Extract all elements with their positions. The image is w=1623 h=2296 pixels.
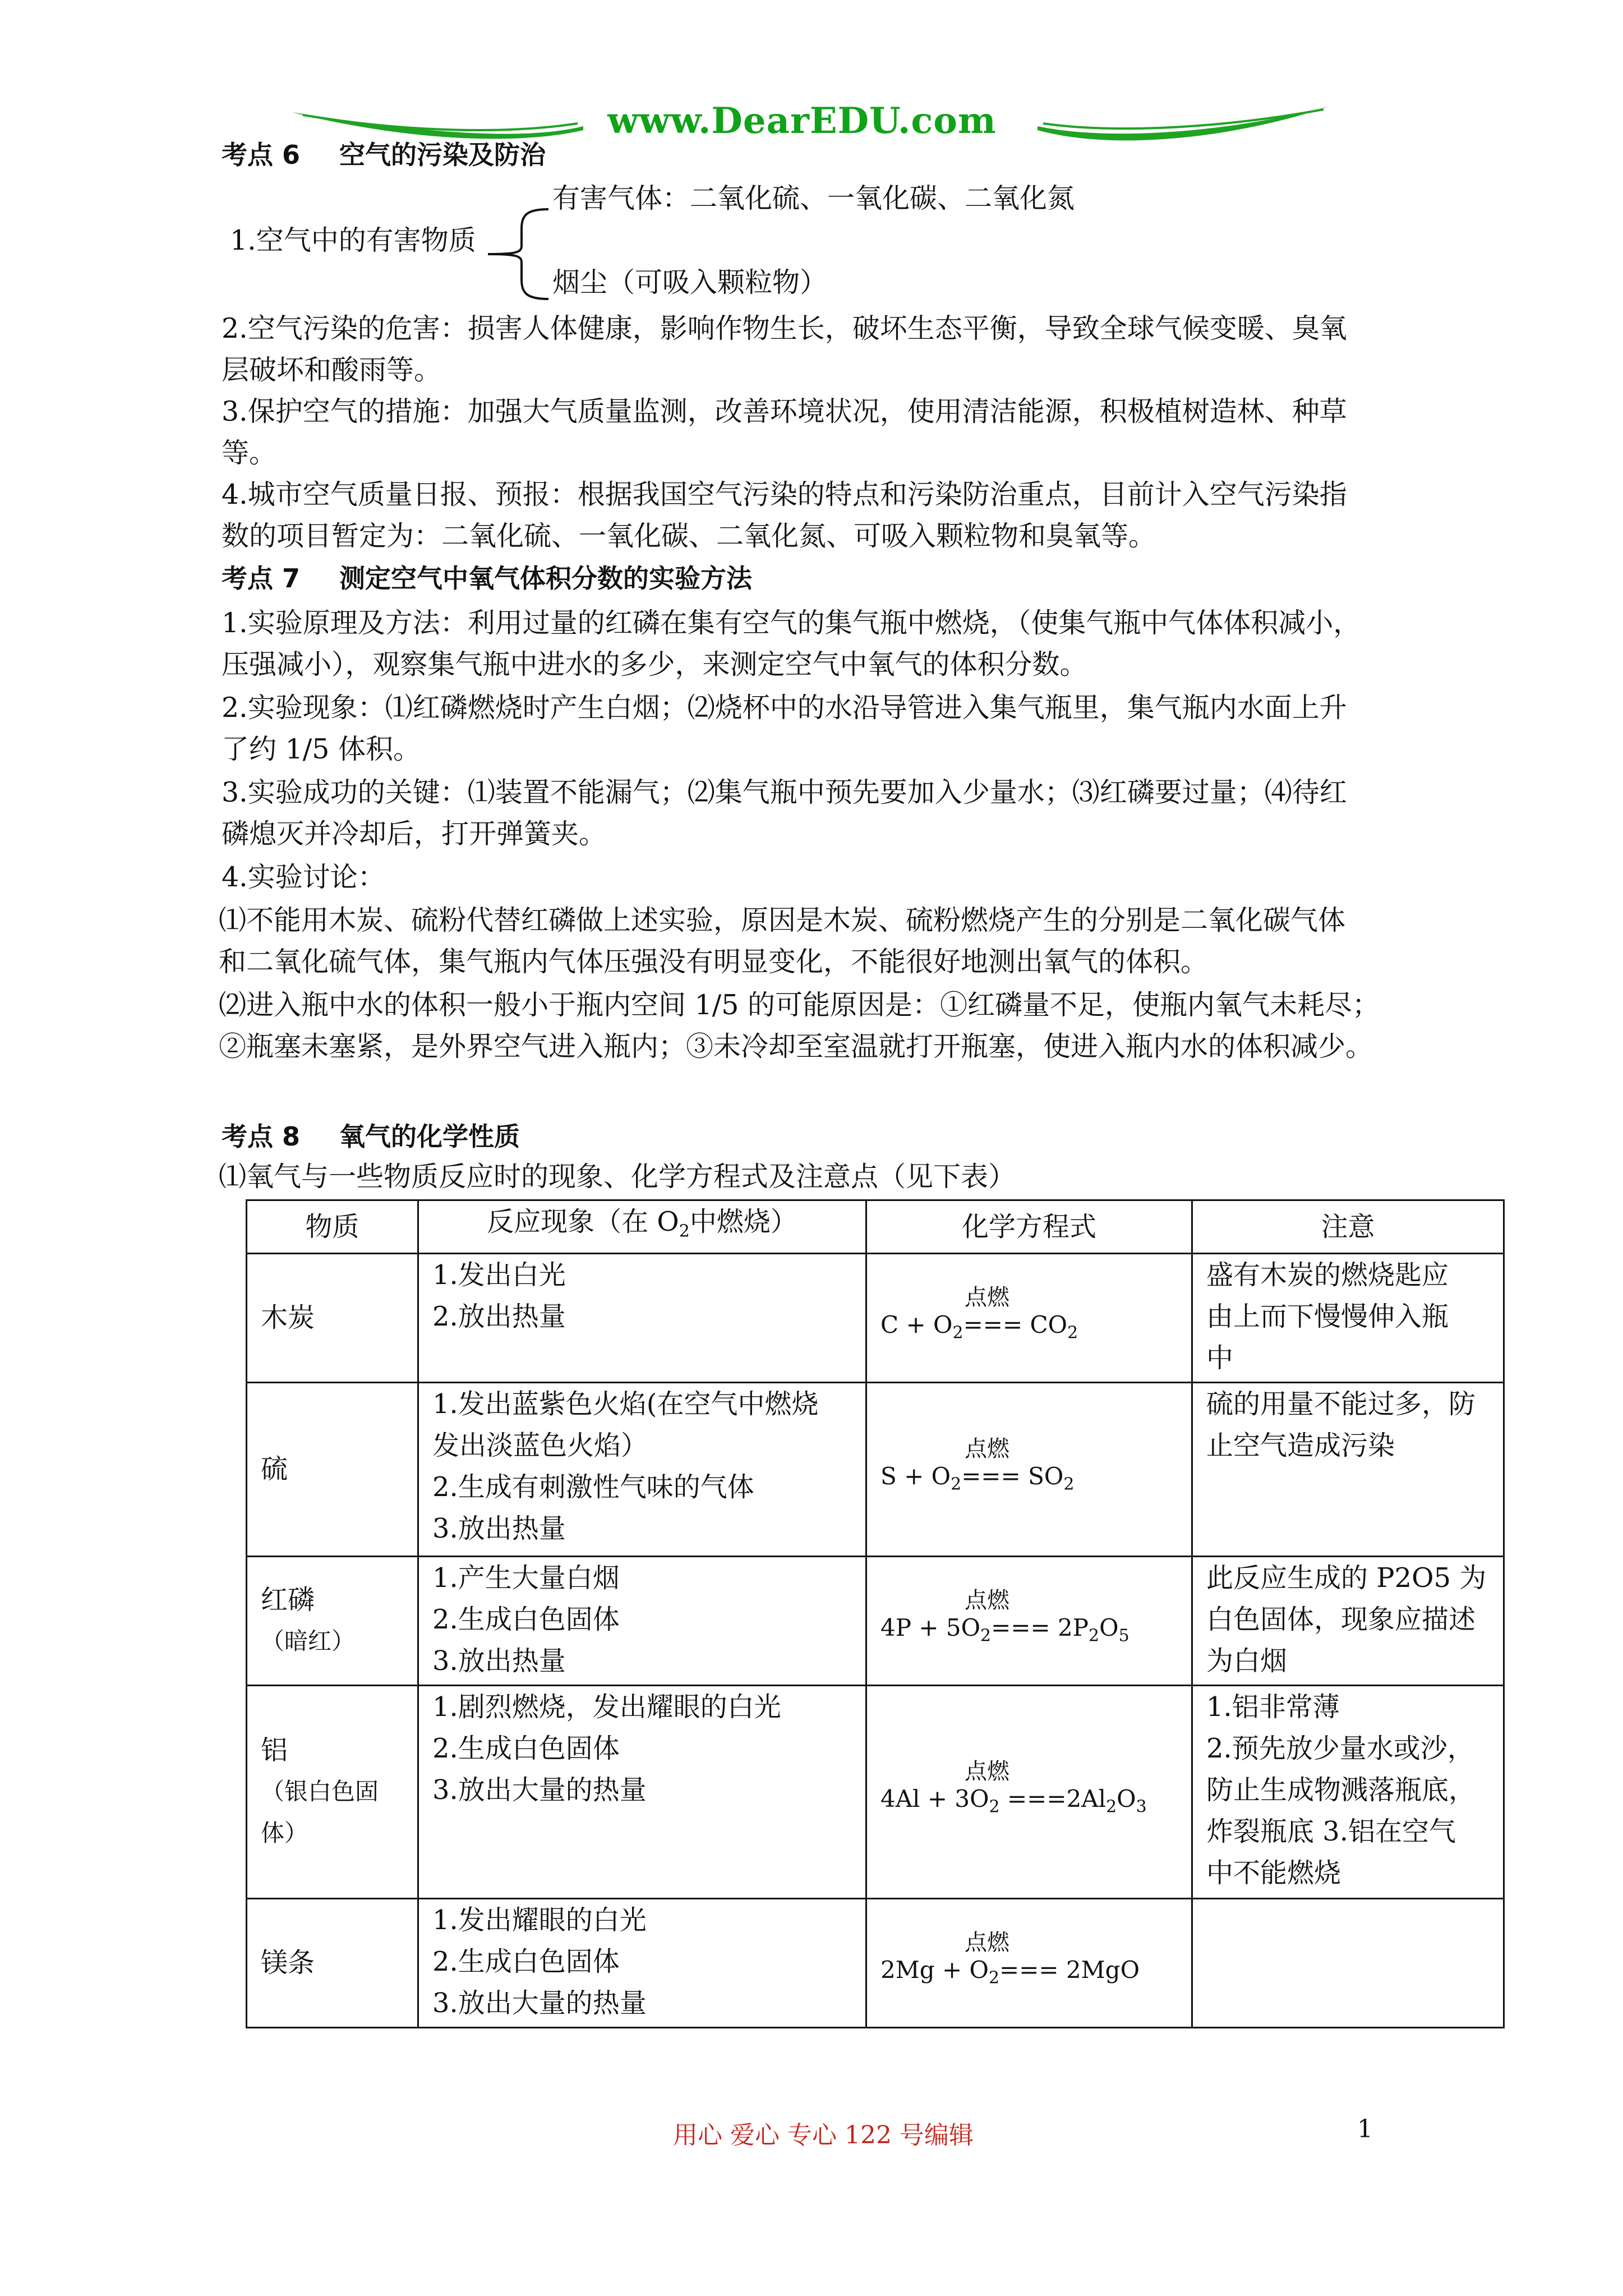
oxygen-reactions-table <box>246 1199 1505 2028</box>
table-row <box>247 1556 1504 1685</box>
equation-part: ===2Al <box>999 1784 1106 1812</box>
table-row <box>247 1685 1504 1898</box>
s7-p6-line2: ②瓶塞未塞紧，是外界空气进入瓶内；③未冷却至室温就打开瓶塞，使进入瓶内水的体积减少。 <box>219 1030 1373 1062</box>
attention-line: 中 <box>1206 1342 1234 1374</box>
equation-cell <box>866 1685 1192 1898</box>
chemical-equation <box>880 1309 1178 1349</box>
equation-subscript: 2 <box>989 1797 1000 1817</box>
s6-item2-line1: 2.空气污染的危害：损害人体健康，影响作物生长，破坏生态平衡，导致全球气候变暖、臭氧 <box>222 312 1347 344</box>
equation-part: 4P + 5O <box>880 1613 981 1641</box>
attention-line: 此反应生成的 P2O5 为 <box>1206 1562 1487 1594</box>
page-number: 1 <box>1357 2115 1373 2143</box>
attention-cell <box>1192 1253 1504 1382</box>
equation-part: O <box>1117 1784 1136 1812</box>
equation-subscript: 2 <box>1089 1626 1100 1646</box>
s7-p2-line2: 了约 1/5 体积。 <box>222 733 421 765</box>
equation-subscript: 2 <box>952 1323 963 1343</box>
equation-part: 4Al + 3O <box>880 1784 989 1812</box>
phenomenon-line: 1.剧烈燃烧，发出耀眼的白光 <box>432 1691 781 1723</box>
s7-p1-line1: 1.实验原理及方法：利用过量的红磷在集有空气的集气瓶中燃烧，（使集气瓶中气体体积减小， <box>222 607 1361 639</box>
reaction-condition: 点燃 <box>965 1758 1009 1784</box>
s7-p6-line1: ⑵进入瓶中水的体积一般小于瓶内空间 1/5 的可能原因是：①红磷量不足，使瓶内氧气未耗尽； <box>219 989 1380 1021</box>
attention-cell <box>1192 1898 1504 2027</box>
table-row <box>247 1898 1504 2027</box>
s7-p4: 4.实验讨论： <box>222 861 385 893</box>
s6-item4-line1: 4.城市空气质量日报、预报：根据我国空气污染的特点和污染防治重点，目前计入空气污染指 <box>222 478 1347 510</box>
phenomenon-line: 2.生成白色固体 <box>432 1945 620 1977</box>
phenomena-cell <box>418 1556 866 1685</box>
equation-subscript: 2 <box>980 1626 992 1646</box>
s7-p3-line2: 磷熄灭并冷却后，打开弹簧夹。 <box>222 818 607 850</box>
equation-subscript: 2 <box>1106 1797 1117 1817</box>
equation-subscript: 5 <box>1118 1626 1129 1646</box>
equation-part: === SO <box>961 1462 1064 1490</box>
phenomenon-line: 3.放出热量 <box>432 1512 566 1544</box>
s7-p5-line2: 和二氧化硫气体，集气瓶内气体压强没有明显变化，不能很好地测出氧气的体积。 <box>219 946 1209 978</box>
equation-subscript: 3 <box>1136 1797 1147 1817</box>
attention-line: 为白烟 <box>1206 1645 1288 1677</box>
attention-line: 防止生成物溅落瓶底， <box>1206 1774 1476 1806</box>
equation-subscript: 2 <box>1067 1323 1078 1343</box>
substance-name: 铝 <box>261 1734 288 1766</box>
substance-name: 木炭 <box>261 1302 315 1334</box>
footer-text: 用心 爱心 专心 122 号编辑 <box>673 2121 974 2150</box>
s7-p1-line2: 压强减小），观察集气瓶中进水的多少，来测定空气中氧气的体积分数。 <box>222 648 1087 680</box>
reaction-condition: 点燃 <box>965 1587 1009 1613</box>
substance-cell <box>247 1253 418 1382</box>
brace-icon <box>482 206 550 302</box>
table-row <box>247 1382 1504 1556</box>
phenomena-cell <box>418 1898 866 2027</box>
substance-name: 红磷 <box>261 1584 315 1616</box>
substance-name: 硫 <box>261 1453 288 1485</box>
attention-line: 止空气造成污染 <box>1206 1429 1395 1461</box>
substance-cell <box>247 1556 418 1685</box>
phenomenon-line: 1.产生大量白烟 <box>432 1562 620 1594</box>
phenomenon-line: 1.发出耀眼的白光 <box>432 1904 647 1936</box>
s7-p3-line1: 3.实验成功的关键：⑴装置不能漏气；⑵集气瓶中预先要加入少量水；⑶红磷要过量；⑷待红 <box>222 776 1347 808</box>
phenomena-cell <box>418 1253 866 1382</box>
reaction-condition: 点燃 <box>965 1435 1009 1462</box>
equation-subscript: 2 <box>951 1474 962 1494</box>
section6-heading: 考点 6 空气的污染及防治 <box>222 140 546 170</box>
phenomena-cell <box>418 1685 866 1898</box>
equation-part: 2Mg + O <box>880 1955 989 1984</box>
s7-p2-line1: 2.实验现象：⑴红磷燃烧时产生白烟；⑵烧杯中的水沿导管进入集气瓶里，集气瓶内水面上升 <box>222 692 1347 724</box>
header-equation: 化学方程式 <box>866 1200 1192 1254</box>
substance-note: （暗红） <box>261 1627 356 1655</box>
chemical-equation <box>880 1954 1178 1994</box>
phenomenon-line: 3.放出大量的热量 <box>432 1774 647 1806</box>
attention-line: 中不能燃烧 <box>1206 1857 1341 1889</box>
phenomenon-line: 1.发出蓝紫色火焰(在空气中燃烧 <box>432 1388 819 1420</box>
attention-line: 盛有木炭的燃烧匙应 <box>1206 1259 1449 1291</box>
equation-part: C + O <box>880 1310 953 1338</box>
s8-intro: ⑴氧气与一些物质反应时的现象、化学方程式及注意点（见下表） <box>219 1161 1016 1193</box>
s6-item3-line2: 等。 <box>222 437 277 469</box>
section7-heading: 考点 7 测定空气中氧气体积分数的实验方法 <box>222 563 753 593</box>
dust-text: 烟尘（可吸入颗粒物） <box>552 266 828 298</box>
attention-cell <box>1192 1382 1504 1556</box>
attention-line: 炸裂瓶底 3.铝在空气 <box>1206 1815 1456 1847</box>
equation-cell <box>866 1382 1192 1556</box>
attention-line: 由上而下慢慢伸入瓶 <box>1206 1300 1449 1332</box>
header-phenomena: 反应现象（在 $O_2$中燃烧） <box>418 1200 866 1254</box>
substance-cell <box>247 1685 418 1898</box>
attention-cell <box>1192 1556 1504 1685</box>
attention-line: 2.预先放少量水或沙， <box>1206 1732 1474 1764</box>
equation-part: === 2MgO <box>999 1955 1140 1984</box>
equation-part: O <box>1099 1613 1119 1641</box>
phenomenon-line: 2.生成白色固体 <box>432 1732 620 1764</box>
header-substance: 物质 <box>247 1200 418 1254</box>
attention-cell <box>1192 1685 1504 1898</box>
s6-item2-line2: 层破坏和酸雨等。 <box>222 354 442 386</box>
substance-name: 镁条 <box>261 1947 315 1979</box>
phenomenon-line: 2.生成有刺激性气味的气体 <box>432 1471 754 1503</box>
phenomenon-line: 发出淡蓝色火焰） <box>432 1429 648 1461</box>
chemical-equation <box>880 1612 1178 1652</box>
chemical-equation <box>880 1460 1178 1501</box>
equation-part: === 2P <box>991 1613 1089 1641</box>
table-header-row <box>247 1200 1504 1254</box>
attention-line: 白色固体，现象应描述 <box>1206 1603 1476 1635</box>
phenomenon-line: 2.放出热量 <box>432 1300 566 1332</box>
section8-heading: 考点 8 氧气的化学性质 <box>222 1121 520 1152</box>
phenomenon-line: 3.放出大量的热量 <box>432 1987 647 2019</box>
phenomena-cell <box>418 1382 866 1556</box>
chemical-equation <box>880 1783 1178 1823</box>
table-row <box>247 1253 1504 1382</box>
reaction-condition: 点燃 <box>965 1284 1009 1310</box>
attention-line: 1.铝非常薄 <box>1206 1691 1340 1723</box>
s7-p5-line1: ⑴不能用木炭、硫粉代替红磷做上述实验，原因是木炭、硫粉燃烧产生的分别是二氧化碳气体 <box>219 904 1346 936</box>
header-attention: 注意 <box>1192 1200 1504 1254</box>
equation-cell <box>866 1898 1192 2027</box>
phenomenon-line: 3.放出热量 <box>432 1645 566 1677</box>
s6-item3-line1: 3.保护空气的措施：加强大气质量监测，改善环境状况，使用清洁能源，积极植树造林、种草 <box>222 395 1347 427</box>
equation-subscript: 2 <box>988 1968 1000 1988</box>
phenomenon-line: 1.发出白光 <box>432 1259 566 1291</box>
reaction-condition: 点燃 <box>965 1929 1009 1955</box>
attention-line: 硫的用量不能过多，防 <box>1206 1388 1476 1420</box>
site-logo-text: www.DearEDU.com <box>607 100 997 142</box>
equation-cell <box>866 1253 1192 1382</box>
harmful-substances-label: 1.空气中的有害物质 <box>230 224 476 256</box>
equation-part: === CO <box>963 1310 1068 1338</box>
equation-subscript: 2 <box>1063 1474 1075 1494</box>
phenomenon-line: 2.生成白色固体 <box>432 1603 620 1635</box>
s6-item4-line2: 数的项目暂定为：二氧化硫、一氧化碳、二氧化氮、可吸入颗粒物和臭氧等。 <box>222 520 1156 552</box>
equation-cell <box>866 1556 1192 1685</box>
equation-part: S + O <box>880 1462 951 1490</box>
substance-cell <box>247 1382 418 1556</box>
harmful-gases-text: 有害气体：二氧化硫、一氧化碳、二氧化氮 <box>552 182 1075 214</box>
substance-cell <box>247 1898 418 2027</box>
substance-note: （银白色固体） <box>261 1778 379 1847</box>
